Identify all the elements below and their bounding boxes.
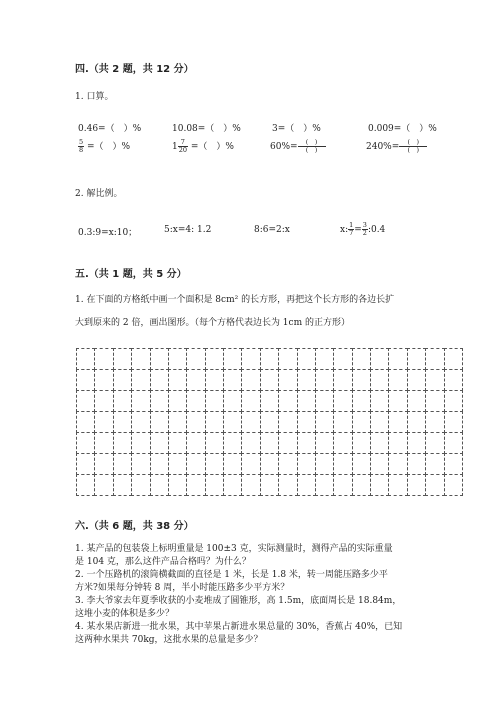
- grid-cell: [205, 348, 224, 370]
- grid-cell: [168, 411, 187, 433]
- grid-cell: [131, 453, 150, 475]
- grid-cell: [150, 390, 169, 412]
- grid-cell: [186, 390, 205, 412]
- grid-cell: [407, 390, 426, 412]
- grid-cell: [333, 348, 352, 370]
- calc-item: 3=（ ）%: [272, 124, 321, 134]
- grid-cell: [150, 348, 169, 370]
- grid-cell: [150, 411, 169, 433]
- grid-cell: [113, 390, 132, 412]
- grid-cell: [186, 432, 205, 454]
- grid-cell: [278, 348, 297, 370]
- grid-cell: [150, 453, 169, 475]
- grid-cell: [223, 369, 242, 391]
- grid-cell: [186, 474, 205, 496]
- calc-item-percent-to-fraction: 240%= $\frac{( )}{( )}$: [366, 139, 427, 154]
- grid-cell: [260, 432, 279, 454]
- calc-item-percent-to-fraction: 60%= $\frac{( )}{( )}$: [270, 139, 326, 154]
- grid-cell: [76, 348, 95, 370]
- grid-cell: [94, 369, 113, 391]
- grid-cell: [407, 348, 426, 370]
- grid-cell: [370, 348, 389, 370]
- grid-cell: [186, 453, 205, 475]
- grid-cell: [278, 474, 297, 496]
- grid-cell: [168, 453, 187, 475]
- grid-cell: [297, 390, 316, 412]
- grid-cell: [76, 369, 95, 391]
- grid-cell: [370, 432, 389, 454]
- grid-cell: [113, 411, 132, 433]
- grid-cell: [297, 348, 316, 370]
- grid-cell: [333, 411, 352, 433]
- question-line: 方米?如果每分钟转 8 周，半小时能压路多少平方米？: [75, 583, 290, 593]
- grid-cell: [223, 390, 242, 412]
- grid-cell: [76, 453, 95, 475]
- grid-cell: [241, 432, 260, 454]
- grid-cell: [76, 432, 95, 454]
- grid-cell: [223, 453, 242, 475]
- grid-cell: [76, 390, 95, 412]
- grid-cell: [113, 369, 132, 391]
- question-line: 这两种水果共 70kg，这批水果的总量是多少？: [75, 635, 263, 645]
- question-line: 4. 某水果店新进一批水果，其中苹果占新进水果总量的 30%，香蕉占 40%，已知: [75, 622, 403, 632]
- grid-cell: [94, 432, 113, 454]
- question-text: 1. 在下面的方格纸中画一个面积是 8cm² 的长方形，再把这个长方形的各边长扩: [75, 295, 395, 305]
- grid-cell: [333, 453, 352, 475]
- grid-cell: [407, 453, 426, 475]
- grid-cell: [425, 411, 444, 433]
- grid-cell: [113, 432, 132, 454]
- grid-cell: [444, 369, 463, 391]
- grid-cell: [444, 432, 463, 454]
- grid-cell: [168, 369, 187, 391]
- grid-cell: [131, 348, 150, 370]
- question-line: 这堆小麦的体积是多少？: [75, 609, 175, 619]
- grid-cell: [223, 411, 242, 433]
- grid-cell: [333, 474, 352, 496]
- grid-cell: [94, 453, 113, 475]
- grid-cell: [168, 348, 187, 370]
- question-line: 1. 某产品的包装袋上标明重量是 100±3 克，实际测量时，测得产品的实际重量: [75, 544, 393, 554]
- grid-cell: [241, 369, 260, 391]
- grid-cell: [113, 348, 132, 370]
- grid-cell: [113, 474, 132, 496]
- grid-cell: [150, 474, 169, 496]
- grid-cell: [388, 348, 407, 370]
- grid-cell: [278, 390, 297, 412]
- grid-cell: [260, 453, 279, 475]
- grid-cell: [444, 453, 463, 475]
- grid-cell: [94, 348, 113, 370]
- question-line: 2. 一个压路机的滚筒横截面的直径是 1 米，长是 1.8 米，转一周能压路多少平: [75, 570, 388, 580]
- grid-cell: [444, 474, 463, 496]
- grid-cell: [388, 390, 407, 412]
- grid-cell: [205, 432, 224, 454]
- grid-cell: [425, 348, 444, 370]
- grid-cell: [352, 474, 371, 496]
- grid-cell: [388, 432, 407, 454]
- grid-cell: [168, 432, 187, 454]
- grid-cell: [370, 369, 389, 391]
- grid-cell: [205, 411, 224, 433]
- section-4-title: 四.（共 2 题，共 12 分）: [75, 64, 194, 75]
- calc-item: 0.009=（ ）%: [368, 124, 437, 134]
- grid-cell: [241, 348, 260, 370]
- grid-cell: [407, 369, 426, 391]
- grid-cell: [370, 411, 389, 433]
- grid-cell: [260, 390, 279, 412]
- question-1-title: 1. 口算。: [75, 92, 114, 102]
- grid-cell: [407, 411, 426, 433]
- grid-cell: [388, 474, 407, 496]
- grid-cell: [388, 411, 407, 433]
- grid-cell: [425, 390, 444, 412]
- grid-cell: [186, 369, 205, 391]
- grid-cell: [315, 411, 334, 433]
- grid-cell: [388, 453, 407, 475]
- grid-cell: [76, 411, 95, 433]
- grid-cell: [333, 369, 352, 391]
- grid-cell: [315, 390, 334, 412]
- grid-cell: [425, 474, 444, 496]
- proportion-item-fraction: x: $\frac{1}{7}$ = $\frac{3}{2}$ :0.4: [340, 221, 386, 237]
- grid-cell: [352, 432, 371, 454]
- grid-cell: [370, 390, 389, 412]
- grid-cell: [278, 369, 297, 391]
- grid-cell: [297, 432, 316, 454]
- grid-cell: [150, 369, 169, 391]
- grid-cell: [315, 474, 334, 496]
- grid-cell: [205, 474, 224, 496]
- grid-cell: [94, 411, 113, 433]
- grid-cell: [315, 453, 334, 475]
- grid-cell: [370, 453, 389, 475]
- grid-cell: [297, 411, 316, 433]
- grid-cell: [186, 348, 205, 370]
- grid-cell: [278, 411, 297, 433]
- grid-cell: [113, 453, 132, 475]
- grid-cell: [388, 369, 407, 391]
- grid-cell: [223, 432, 242, 454]
- section-5-title: 五.（共 1 题，共 5 分）: [75, 269, 187, 280]
- grid-cell: [168, 390, 187, 412]
- grid-cell: [333, 432, 352, 454]
- grid-cell: [425, 432, 444, 454]
- proportion-item: 8:6=2:x: [254, 225, 290, 235]
- grid-cell: [150, 432, 169, 454]
- grid-cell: [260, 348, 279, 370]
- grid-cell: [352, 390, 371, 412]
- calc-item: 10.08=（ ）%: [172, 124, 241, 134]
- grid-cell: [444, 390, 463, 412]
- grid-cell: [131, 432, 150, 454]
- grid-cell: [444, 348, 463, 370]
- grid-cell: [425, 369, 444, 391]
- question-line: 是 104 克，那么这件产品合格吗？为什么？: [75, 557, 251, 567]
- grid-cell: [278, 432, 297, 454]
- grid-cell: [315, 348, 334, 370]
- grid-cell: [297, 474, 316, 496]
- grid-cell: [370, 474, 389, 496]
- grid-cell: [407, 432, 426, 454]
- grid-cell: [352, 369, 371, 391]
- grid-cell: [315, 369, 334, 391]
- grid-cell: [352, 411, 371, 433]
- calc-item-fraction: $\frac{5}{8}$ =（ ）%: [79, 138, 131, 154]
- grid-cell: [241, 453, 260, 475]
- question-line: 3. 李大爷家去年夏季收获的小麦堆成了圆锥形，高 1.5m，底面周长是 18.84m，: [75, 596, 402, 606]
- grid-cell: [407, 474, 426, 496]
- grid-cell: [94, 474, 113, 496]
- grid-cell: [205, 390, 224, 412]
- grid-cell: [444, 411, 463, 433]
- grid-cell: [76, 474, 95, 496]
- question-text: 大到原来的 2 倍，画出图形。（每个方格代表边长为 1cm 的正方形）: [75, 318, 350, 328]
- grid-cell: [131, 369, 150, 391]
- grid-cell: [131, 390, 150, 412]
- grid-cell: [241, 474, 260, 496]
- grid-cell: [131, 474, 150, 496]
- grid-cell: [278, 453, 297, 475]
- grid-cell: [425, 453, 444, 475]
- grid-cell: [260, 369, 279, 391]
- grid-cell: [168, 474, 187, 496]
- grid-cell: [241, 411, 260, 433]
- grid-cell: [315, 432, 334, 454]
- grid-cell: [205, 369, 224, 391]
- question-2-title: 2. 解比例。: [75, 189, 123, 199]
- grid-cell: [186, 411, 205, 433]
- grid-cell: [223, 474, 242, 496]
- square-grid: [76, 348, 462, 495]
- grid-cell: [297, 369, 316, 391]
- grid-cell: [94, 390, 113, 412]
- grid-cell: [333, 390, 352, 412]
- calc-item: 0.46=（ ）%: [78, 124, 142, 134]
- grid-cell: [241, 390, 260, 412]
- grid-cell: [260, 474, 279, 496]
- section-6-title: 六.（共 6 题，共 38 分）: [75, 521, 194, 532]
- calc-item-mixed-fraction: 1 $\frac{7}{20}$ =（ ）%: [172, 138, 234, 154]
- grid-cell: [352, 348, 371, 370]
- grid-cell: [205, 453, 224, 475]
- proportion-item: 0.3:9=x:10；: [78, 228, 138, 238]
- grid-cell: [223, 348, 242, 370]
- grid-cell: [260, 411, 279, 433]
- grid-cell: [297, 453, 316, 475]
- grid-cell: [352, 453, 371, 475]
- grid-cell: [131, 411, 150, 433]
- proportion-item: 5:x=4: 1.2: [164, 225, 212, 235]
